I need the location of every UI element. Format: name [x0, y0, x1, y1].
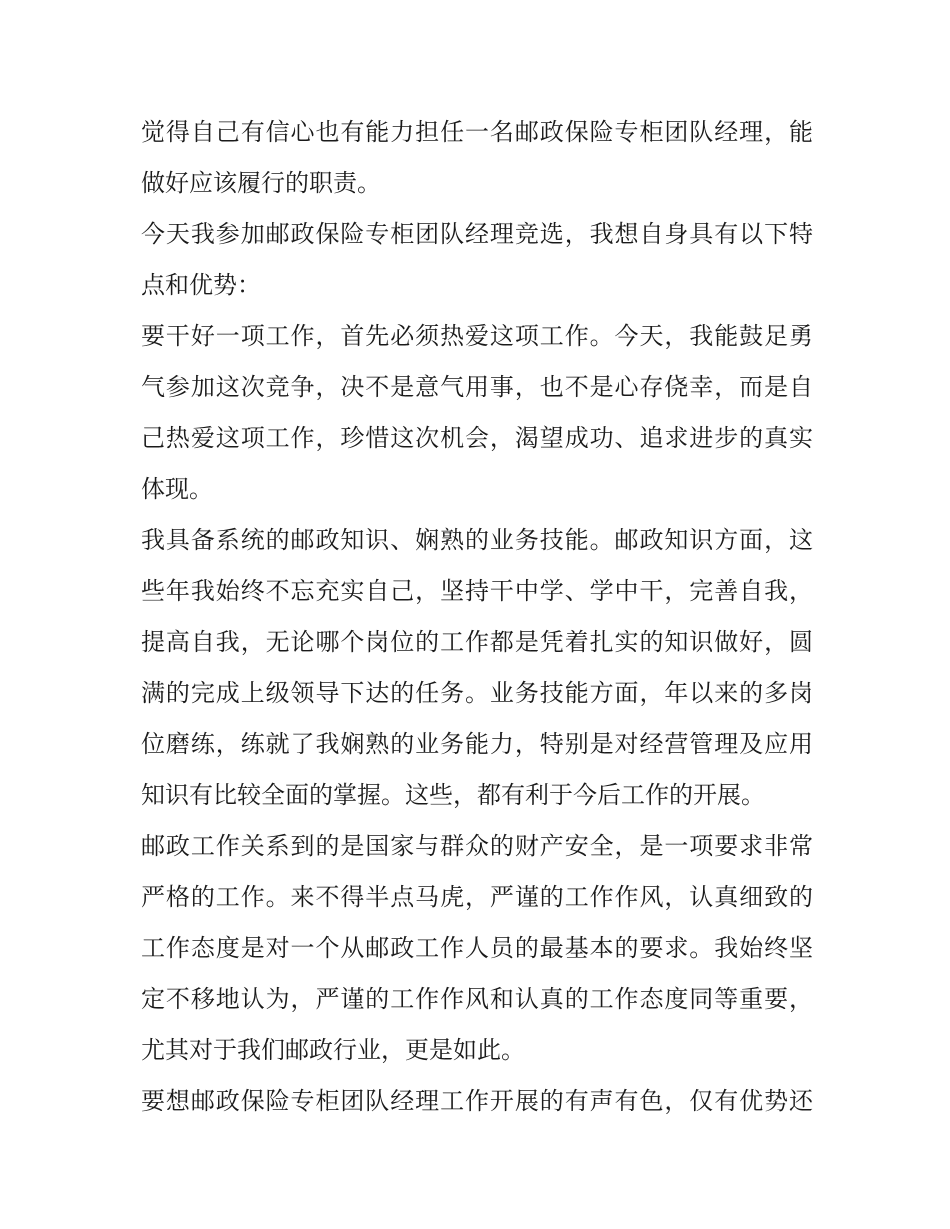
text-line: 尤其对于我们邮政行业，更是如此。 [141, 1036, 525, 1064]
text-line: 提高自我，无论哪个岗位的工作都是凭着扎实的知识做好，圆 [141, 628, 813, 656]
text-line: 今天我参加邮政保险专柜团队经理竞选，我想自身具有以下特 [141, 220, 813, 248]
document-body [141, 107, 813, 1127]
text-line: 严格的工作。来不得半点马虎，严谨的工作作风，认真细致的 [141, 883, 813, 911]
text-line: 点和优势： [141, 271, 261, 299]
text-line: 位磨练，练就了我娴熟的业务能力，特别是对经营管理及应用 [141, 730, 813, 758]
text-line: 做好应该履行的职责。 [141, 169, 381, 197]
text-line: 体现。 [141, 475, 213, 503]
text-line: 己热爱这项工作，珍惜这次机会，渴望成功、追求进步的真实 [141, 424, 813, 452]
text-line: 要干好一项工作，首先必须热爱这项工作。今天，我能鼓足勇 [141, 322, 813, 350]
text-line: 气参加这次竞争，决不是意气用事，也不是心存侥幸，而是自 [141, 373, 813, 401]
text-line: 邮政工作关系到的是国家与群众的财产安全，是一项要求非常 [141, 832, 813, 860]
text-line: 工作态度是对一个从邮政工作人员的最基本的要求。我始终坚 [141, 934, 813, 962]
text-line: 满的完成上级领导下达的任务。业务技能方面，年以来的多岗 [141, 679, 813, 707]
text-line: 我具备系统的邮政知识、娴熟的业务技能。邮政知识方面，这 [141, 526, 813, 554]
text-line: 知识有比较全面的掌握。这些，都有利于今后工作的开展。 [141, 781, 765, 809]
text-line: 定不移地认为，严谨的工作作风和认真的工作态度同等重要， [141, 985, 813, 1013]
text-line: 些年我始终不忘充实自己，坚持干中学、学中干，完善自我， [141, 577, 813, 605]
text-line: 觉得自己有信心也有能力担任一名邮政保险专柜团队经理，能 [141, 118, 813, 146]
text-line: 要想邮政保险专柜团队经理工作开展的有声有色，仅有优势还 [141, 1087, 813, 1115]
